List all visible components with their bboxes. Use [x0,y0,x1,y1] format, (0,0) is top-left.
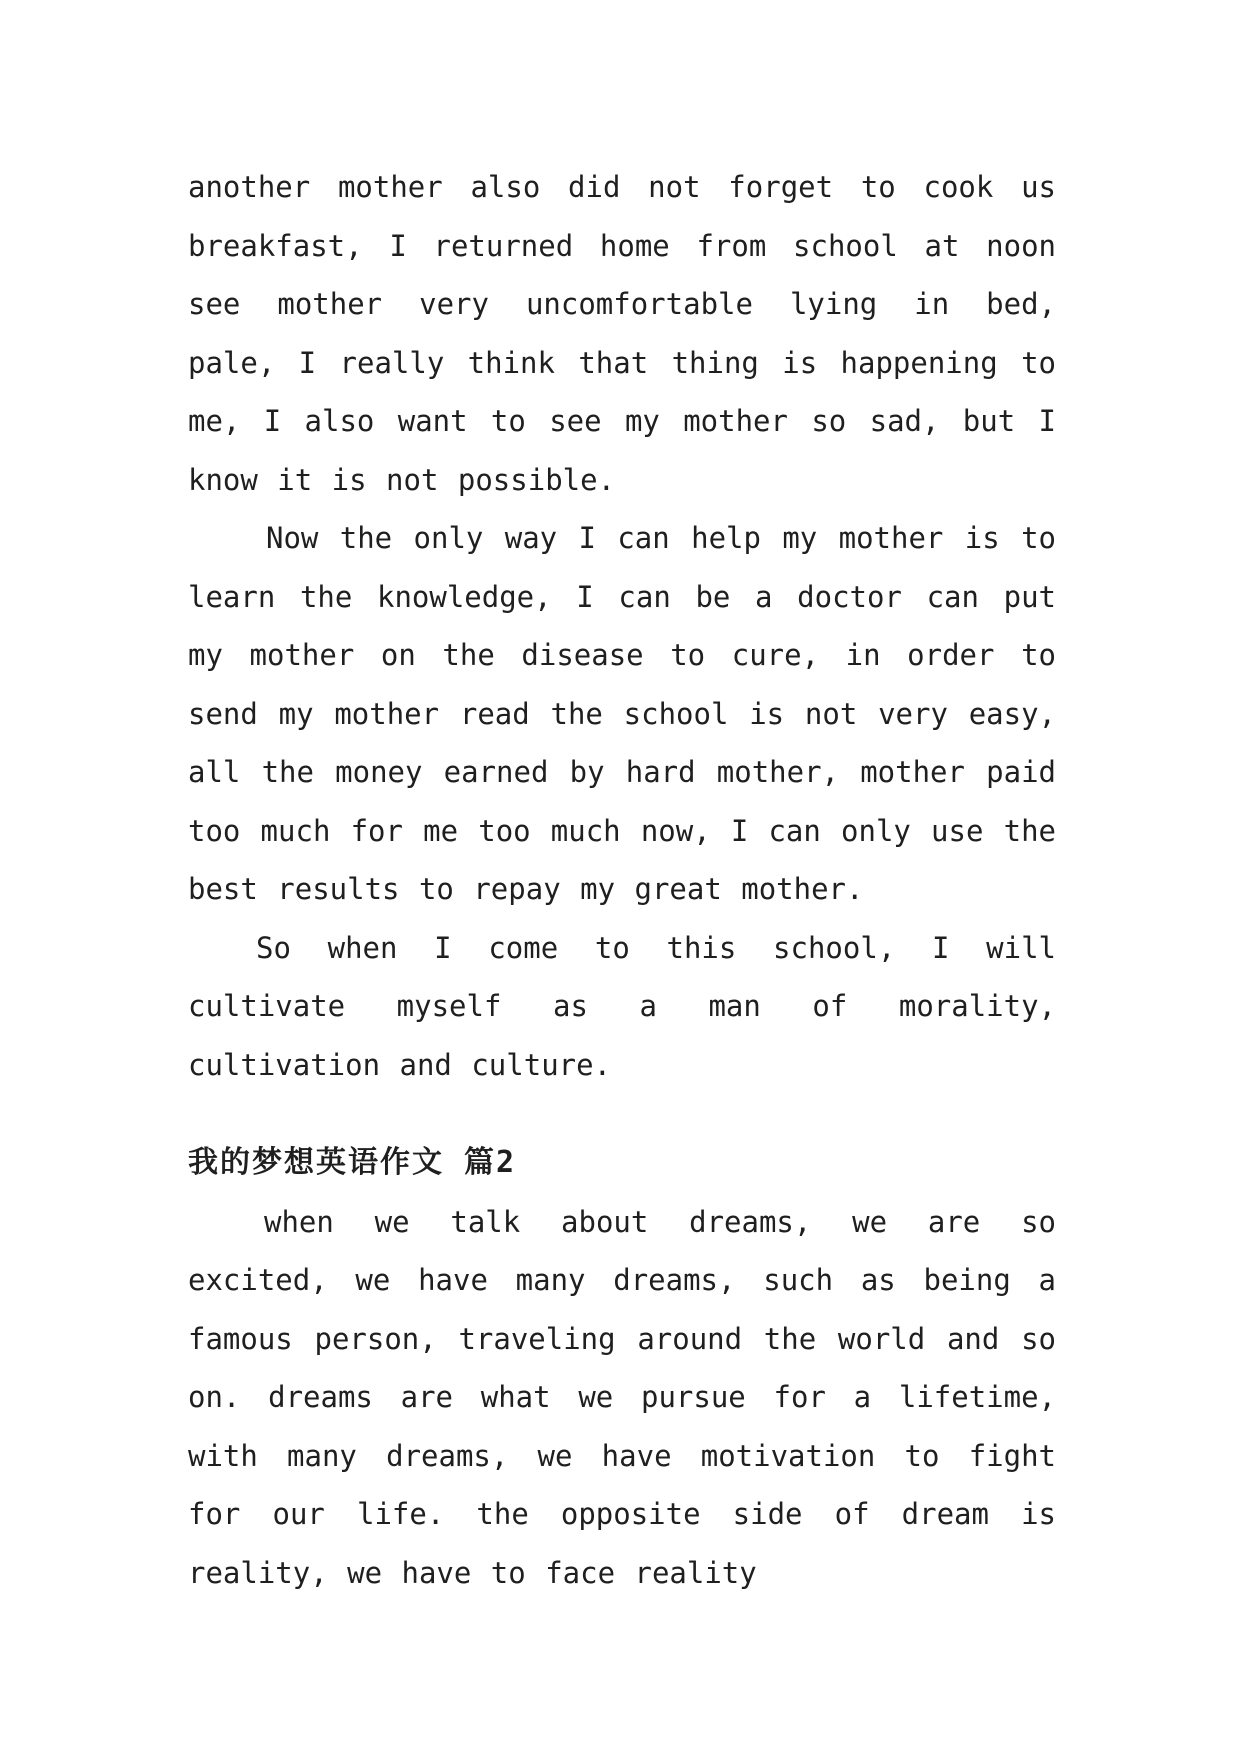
section-heading: 我的梦想英语作文 篇2 [188,1145,517,1180]
paragraph-school-cultivation: So when I come to this school, I will cultivate myself as a man of morality, cultivation and culture. [188,930,1056,1082]
paragraph-learn-knowledge: Now the only way I can help my mother is to learn the knowledge, I can be a doctor can put my mother on the disease to cure, in order to send my mother read the school is not very easy, all the money earned by hard mother, mother paid too much for me too much now, I can only use the best results to repay my great mother. [188,521,1056,906]
paragraph-continuation: another mother also did not forget to cook us breakfast, I returned home from school at noon see mother very uncomfortable lying in bed, pale, I really think that thing is happening to me, I also want to see my mother so sad, but I know it is not possible. [188,170,1056,497]
document-body [188,158,1056,1602]
paragraph-dreams: when we talk about dreams, we are so excited, we have many dreams, such as being a famous person, traveling around the world and so on. dreams are what we pursue for a lifetime, with many dreams, we have motivation to fight for our life. the opposite side of dream is reality, we have to face reality [188,1204,1056,1590]
